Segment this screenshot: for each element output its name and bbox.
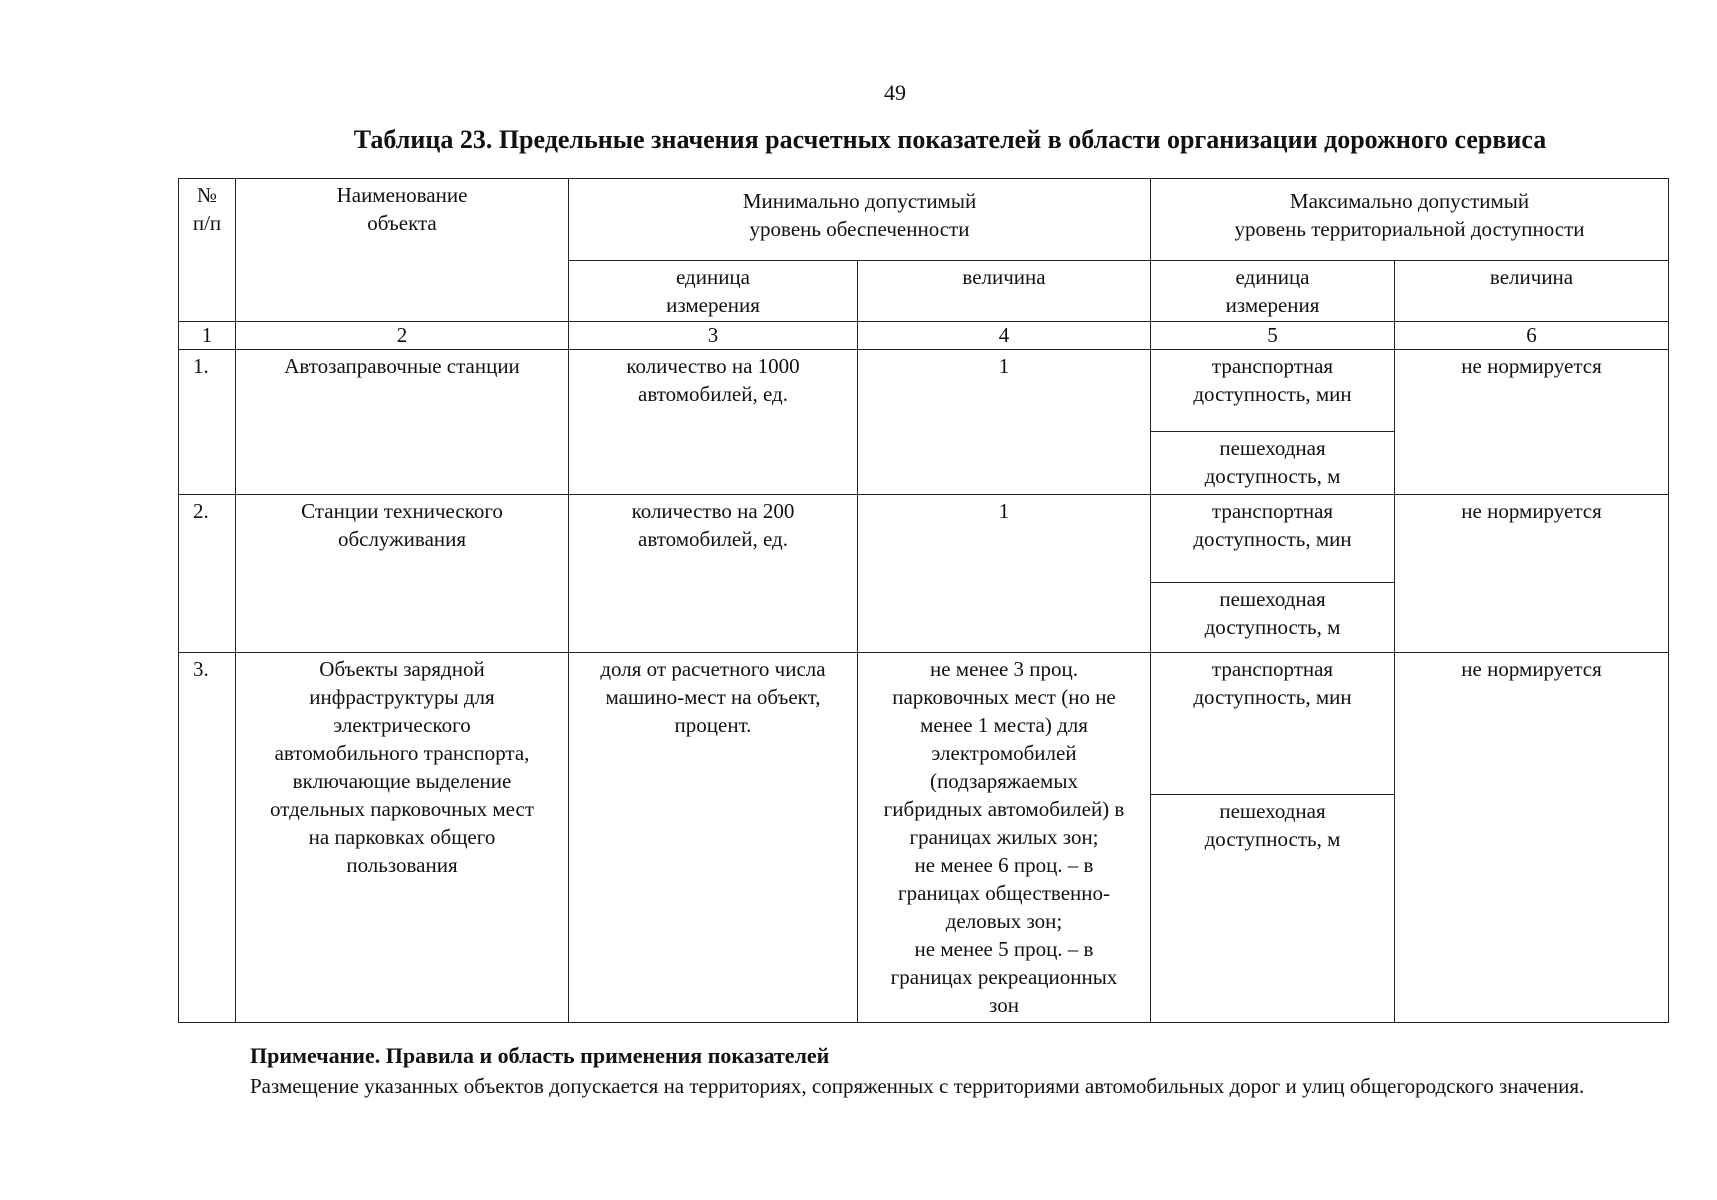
object-name: Станции технического обслуживания	[236, 495, 569, 653]
unit-max-transport: транспортная доступность, мин	[1151, 653, 1394, 795]
object-name: Автозаправочные станции	[236, 350, 569, 495]
unit-min: количество на 1000 автомобилей, ед.	[569, 350, 858, 495]
unit-max-walking: пешеходная доступность, м	[1204, 587, 1341, 639]
row-number: 2.	[179, 495, 236, 653]
header-num: № п/п	[179, 179, 236, 322]
value-max: не нормируется	[1395, 495, 1669, 653]
unit-max-cell	[1151, 495, 1395, 653]
page-number: 49	[884, 80, 906, 105]
header-value-max: величина	[1395, 261, 1669, 322]
header-max-group: Максимально допустимый уровень территориальной доступности	[1151, 179, 1669, 261]
table-row	[179, 350, 1669, 495]
table-row	[179, 653, 1669, 1023]
unit-max-cell	[1151, 653, 1395, 1023]
header-value-min: величина	[858, 261, 1151, 322]
column-number: 1	[179, 322, 236, 350]
unit-max-cell	[1151, 350, 1395, 495]
unit-max-walking: пешеходная доступность, м	[1204, 436, 1341, 488]
header-name: Наименование объекта	[236, 179, 569, 322]
value-min: 1	[858, 495, 1151, 653]
unit-max-transport: транспортная доступность, мин	[1151, 350, 1394, 432]
header-unit-max: единица измерения	[1151, 261, 1395, 322]
header-unit-min: единица измерения	[569, 261, 858, 322]
row-number: 3.	[179, 653, 236, 1023]
unit-min: доля от расчетного числа машино-мест на объект, процент.	[569, 653, 858, 1023]
column-number: 3	[569, 322, 858, 350]
header-row-1	[179, 179, 1669, 261]
row-number: 1.	[179, 350, 236, 495]
value-min: 1	[858, 350, 1151, 495]
norms-table	[178, 178, 1669, 1023]
table-row	[179, 495, 1669, 653]
header-min-group: Минимально допустимый уровень обеспеченности	[569, 179, 1151, 261]
value-max: не нормируется	[1395, 653, 1669, 1023]
value-max: не нормируется	[1395, 350, 1669, 495]
note-text: Размещение указанных объектов допускается на территориях, сопряженных с территориями автомобильных дорог и улиц общегородского значения.	[250, 1074, 1585, 1098]
column-number: 5	[1151, 322, 1395, 350]
unit-min: количество на 200 автомобилей, ед.	[569, 495, 858, 653]
column-number: 6	[1395, 322, 1669, 350]
table-title: Таблица 23. Предельные значения расчетных показателей в области организации дорожного сервиса	[353, 125, 1547, 154]
object-name: Объекты зарядной инфраструктуры для электрического автомобильного транспорта, включающие выделение отдельных парковочных мест на парковках общего пользования	[236, 653, 569, 1023]
note-heading: Примечание. Правила и область применения показателей	[250, 1043, 830, 1068]
unit-max-walking: пешеходная доступность, м	[1204, 799, 1341, 851]
value-min: не менее 3 проц. парковочных мест (но не менее 1 места) для электромобилей (подзаряжаемых гибридных автомобилей) в границах жилых зон; не менее 6 проц. – в границах общественно- деловых зон; не менее 5 проц. – в границах рекреационных зон	[858, 653, 1151, 1023]
column-number: 2	[236, 322, 569, 350]
column-numbers-row	[179, 322, 1669, 350]
column-number: 4	[858, 322, 1151, 350]
unit-max-transport: транспортная доступность, мин	[1151, 495, 1394, 583]
